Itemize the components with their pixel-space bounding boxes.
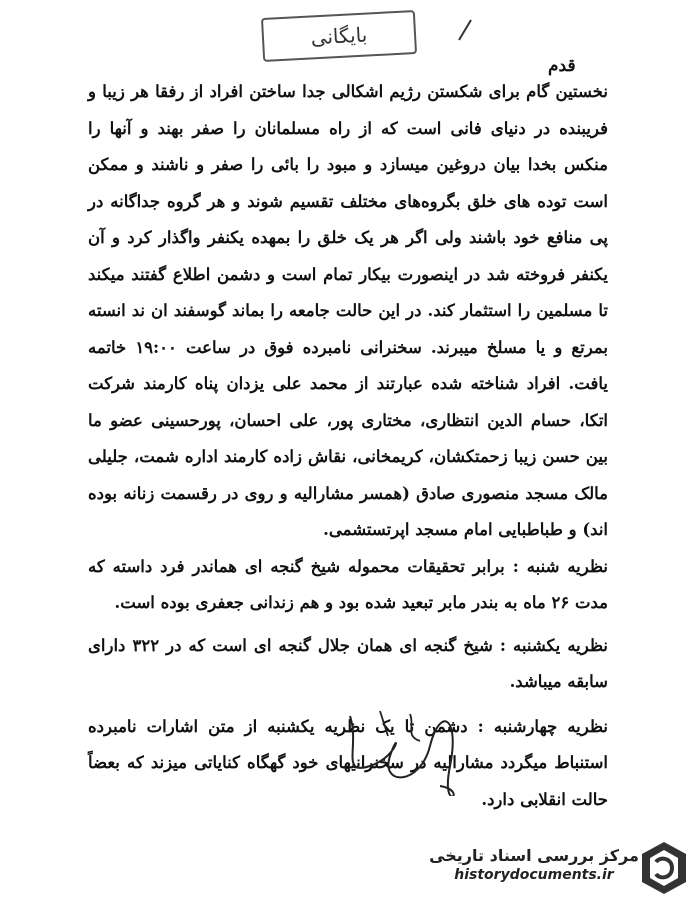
archive-stamp xyxy=(261,10,417,62)
main-paragraph: نخستین گام برای شکستن رژیم اشکالی جدا ساختن افراد از رفقا هر زیبا و فریبنده در دنیای فانی است که از راه مسلمانان را صفر بهند و آنها را منکس بخدا بیان دروغین میسازد و مبود را بائی را صفر و ناشند و ممکن است توده های خلق بگروه‌های مختلف تقسیم شوند و هر گروه جداگانه در پی منافع خود باشند ولی اگر هر یک خلق را بمهده یکنفر واگذار کرد و آن یکنفر فروخته شد در اینصورت بیکار تمام است و دشمن اطلاع گفتند میکند تا مسلمین را استثمار کند. در این حالت جامعه را بماند گوسفند ان ند انسته بمرتع و یا مسلخ میبرند. سخنرانی نامبرده فوق در ساعت ۱۹:۰۰ خاتمه یافت. افراد شناخته شده عبارتند از محمد علی یزدان پناه کارمند شرکت اتکا، حسام الدین انتظاری، مختاری پور، علی احسان، پورحسینی عضو ما بین حسن زیبا زحمتکشان، کریمخانی، نقاش زاده کارمند اداره شمت، جلیلی مالک مسجد منصوری صادق (همسر مشارالیه و روی در رقسمت زنانه بوده اند) و طباطبایی امام مسجد اپرتستشمی. xyxy=(88,82,608,539)
section-text: : شیخ گنجه ای همان جلال گنجه ای است که در ۳۲۲ دارای سابقه میباشد. xyxy=(88,635,608,691)
section-label: نظریه یکشنبه xyxy=(513,635,608,655)
handwritten-signature xyxy=(330,706,480,796)
pen-slash-mark xyxy=(455,18,475,42)
section-sunday xyxy=(88,628,608,701)
section-text: : دشمن تا یک نظریه یکشنبه از متن اشارات نامبرده استنباط میگردد مشارالیه در سخنرانیهای خود گهگاه کنایاتی میزند که بعضاً حالت انقلابی دارد. xyxy=(88,716,608,809)
header-word: قدم xyxy=(548,56,576,76)
section-saturday xyxy=(88,549,608,622)
footer-url[interactable]: historydocuments.ir xyxy=(454,867,614,883)
section-label: نظریه چهارشنبه xyxy=(493,716,608,736)
section-text: : برابر تحقیقات محموله شیخ گنجه ای هماندر فرد داسته که مدت ۲۶ ماه به بندر مابر تبعید شده بود و هم زندانی جعفری بوده است. xyxy=(88,556,608,612)
footer-branding xyxy=(424,846,644,896)
footer-title: مرکز بررسی اسناد تاریخی xyxy=(429,846,639,865)
archive-logo-icon xyxy=(638,838,690,898)
archive-stamp-text: بایگانی xyxy=(310,22,368,50)
section-label: نظریه شنبه xyxy=(526,556,609,576)
